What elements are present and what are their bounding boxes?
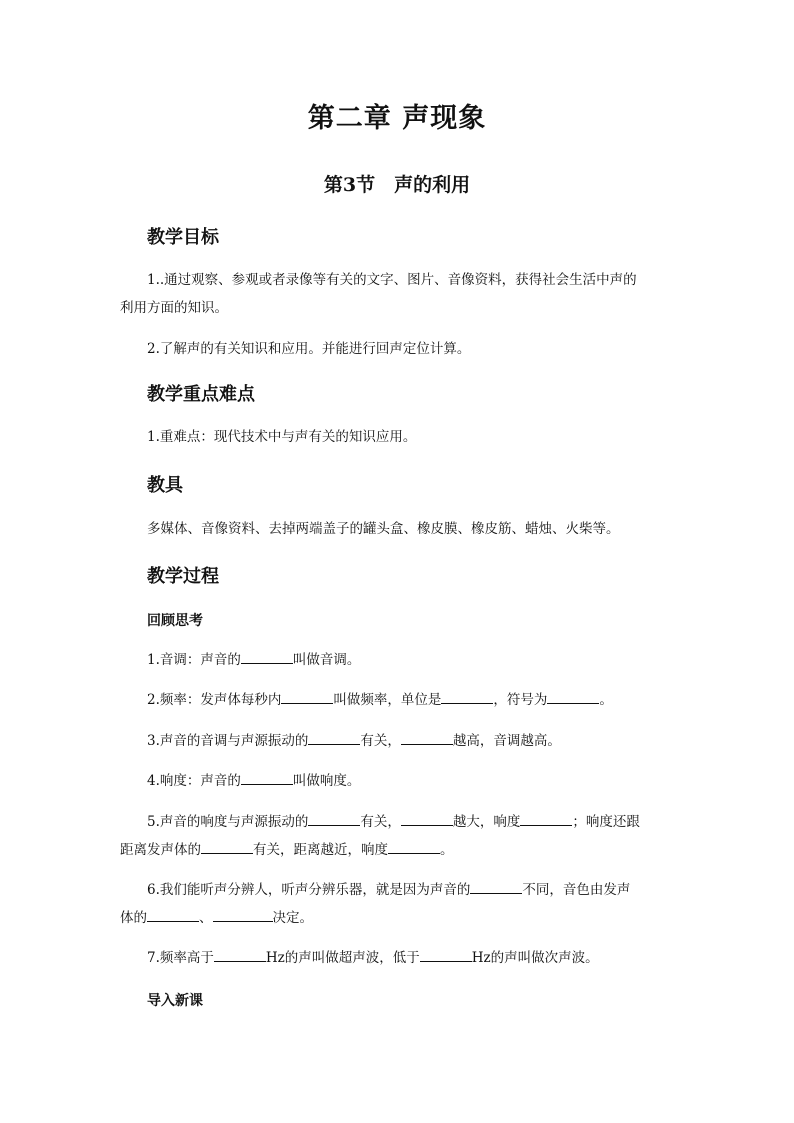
key-point-item-1: 1.重难点：现代技术中与声有关的知识应用。 xyxy=(147,429,417,445)
q1-text-a: 1.音调：声音的 xyxy=(147,652,241,668)
goals-heading: 教学目标 xyxy=(147,227,219,248)
q7-text-b: Hz的声叫做超声波，低于 xyxy=(265,950,420,966)
chapter-title: 第二章 声现象 xyxy=(307,103,487,134)
fill-blank xyxy=(547,691,599,704)
process-heading: 教学过程 xyxy=(147,566,219,587)
q4-text-b: 叫做响度。 xyxy=(292,773,361,789)
review-question-2 xyxy=(120,686,640,714)
fill-blank xyxy=(401,732,453,745)
q2-text-d: 。 xyxy=(599,692,613,708)
review-question-4 xyxy=(120,767,640,795)
fill-blank xyxy=(214,949,266,962)
q3-text-a: 3.声音的音调与声源振动的 xyxy=(147,733,309,749)
q5-text-a: 5.声音的响度与声源振动的 xyxy=(147,814,309,830)
tools-heading: 教具 xyxy=(147,475,183,496)
fill-blank xyxy=(420,949,472,962)
q7-text-a: 7.频率高于 xyxy=(147,950,214,966)
q5-text-e: 有关，距离越近，响度 xyxy=(253,842,388,858)
q6-text-c: 、 xyxy=(199,910,213,926)
q6-text-a: 6.我们能听声分辨人，听声分辨乐器，就是因为声音的 xyxy=(147,882,471,898)
tools-text: 多媒体、音像资料、去掉两端盖子的罐头盒、橡皮膜、橡皮筋、蜡烛、火柴等。 xyxy=(147,521,620,537)
q7-text-c: Hz的声叫做次声波。 xyxy=(471,950,599,966)
fill-blank xyxy=(213,909,273,922)
review-question-5 xyxy=(120,808,640,864)
fill-blank xyxy=(308,732,360,745)
q3-text-b: 有关， xyxy=(360,733,401,749)
fill-blank xyxy=(308,813,360,826)
q6-text-b: 不同，音色由发声体的 xyxy=(120,882,631,926)
goal-item-1: 1..通过观察、参观或者录像等有关的文字、图片、音像资料，获得社会生活中声的利用方面的知识。 xyxy=(120,272,637,316)
fill-blank xyxy=(520,813,572,826)
key-points-heading: 教学重点难点 xyxy=(147,384,255,405)
fill-blank xyxy=(147,909,199,922)
q5-text-c: 越大，响度 xyxy=(452,814,521,830)
review-question-6 xyxy=(120,876,640,932)
q5-text-f: 。 xyxy=(440,842,454,858)
goal-item-2: 2.了解声的有关知识和应用。并能进行回声定位计算。 xyxy=(147,341,471,357)
q2-text-c: ，符号为 xyxy=(493,692,548,708)
new-lesson-heading: 导入新课 xyxy=(147,993,203,1009)
q4-text-a: 4.响度：声音的 xyxy=(147,773,241,789)
q2-text-a: 2.频率：发声体每秒内 xyxy=(147,692,282,708)
q6-text-d: 决定。 xyxy=(272,910,313,926)
fill-blank xyxy=(241,651,293,664)
fill-blank xyxy=(401,813,453,826)
fill-blank xyxy=(281,691,333,704)
review-question-1 xyxy=(120,646,640,674)
review-question-7 xyxy=(120,944,640,972)
section-title: 第3节 声的利用 xyxy=(323,174,471,196)
fill-blank xyxy=(441,691,493,704)
q5-text-d: ；响度还跟距离发声体的 xyxy=(120,814,640,858)
fill-blank xyxy=(470,881,522,894)
q1-text-b: 叫做音调。 xyxy=(292,652,361,668)
q3-text-c: 越高，音调越高。 xyxy=(452,733,561,749)
fill-blank xyxy=(201,841,253,854)
fill-blank xyxy=(388,841,440,854)
review-question-3 xyxy=(120,727,640,755)
q5-text-b: 有关， xyxy=(360,814,401,830)
q2-text-b: 叫做频率，单位是 xyxy=(333,692,442,708)
review-heading: 回顾思考 xyxy=(147,613,203,629)
fill-blank xyxy=(241,772,293,785)
